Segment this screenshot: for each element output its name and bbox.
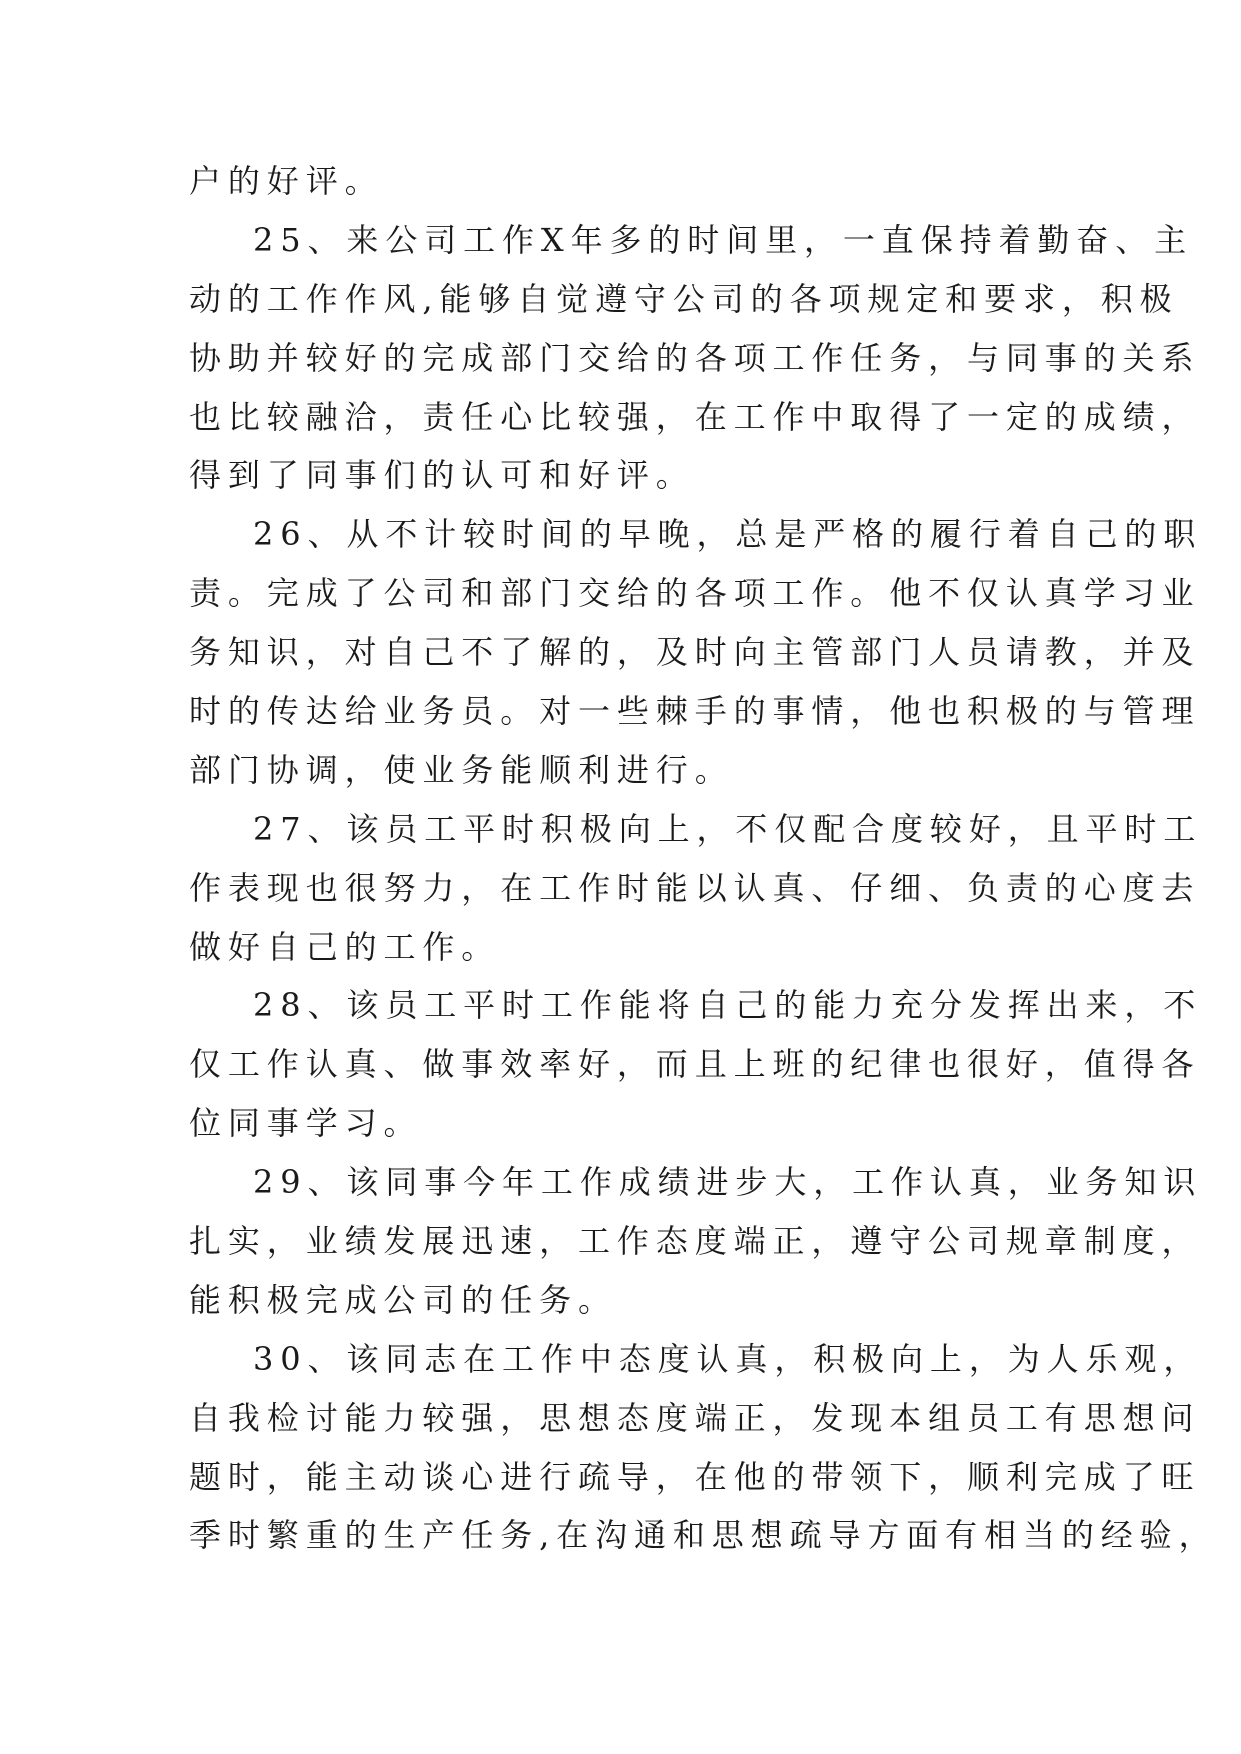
text-line: 30、该同志在工作中态度认真，积极向上，为人乐观， <box>253 1339 1203 1378</box>
text-line: 29、该同事今年工作成绩进步大，工作认真，业务知识 <box>253 1163 1203 1202</box>
text-line: 扎实，业绩发展迅速，工作态度端正，遵守公司规章制度， <box>189 1222 1201 1261</box>
text-line: 26、从不计较时间的早晚，总是严格的履行着自己的职 <box>253 515 1203 554</box>
text-line: 时的传达给业务员。对一些棘手的事情，他也积极的与管理 <box>189 692 1201 731</box>
text-line: 部门协调，使业务能顺利进行。 <box>189 750 734 789</box>
text-line: 仅工作认真、做事效率好，而且上班的纪律也很好，值得各 <box>189 1045 1201 1084</box>
text-line: 季时繁重的生产任务,在沟通和思想疏导方面有相当的经验， <box>189 1516 1218 1555</box>
paragraph-29 <box>189 1153 1203 1330</box>
document-body <box>189 152 1218 1565</box>
text-line: 责。完成了公司和部门交给的各项工作。他不仅认真学习业 <box>189 574 1201 613</box>
text-line: 做好自己的工作。 <box>189 927 501 966</box>
paragraph-27 <box>189 800 1203 977</box>
text-line: 也比较融洽，责任心比较强，在工作中取得了一定的成绩， <box>189 397 1201 436</box>
text-line: 位同事学习。 <box>189 1104 423 1143</box>
text-line: 28、该员工平时工作能将自己的能力充分发挥出来，不 <box>253 986 1203 1025</box>
text-line: 能积极完成公司的任务。 <box>189 1280 617 1319</box>
paragraph-25 <box>189 211 1201 505</box>
paragraph-28 <box>189 976 1203 1153</box>
text-line: 作表现也很努力，在工作时能以认真、仔细、负责的心度去 <box>189 868 1201 907</box>
text-line: 27、该员工平时积极向上，不仅配合度较好，且平时工 <box>253 809 1203 848</box>
text-line: 得到了同事们的认可和好评。 <box>189 456 695 495</box>
text-line: 自我检讨能力较强，思想态度端正，发现本组员工有思想问 <box>189 1398 1201 1437</box>
text-line: 25、来公司工作X年多的时间里，一直保持着勤奋、主 <box>253 220 1194 259</box>
text-line: 动的工作作风,能够自觉遵守公司的各项规定和要求，积极 <box>189 279 1179 318</box>
text-line: 户的好评。 <box>189 162 384 200</box>
paragraph-30 <box>189 1330 1218 1566</box>
paragraph-26 <box>189 505 1203 799</box>
text-line: 协助并较好的完成部门交给的各项工作任务，与同事的关系 <box>189 338 1201 377</box>
text-line: 务知识，对自己不了解的，及时向主管部门人员请教，并及 <box>189 633 1201 672</box>
text-line: 题时，能主动谈心进行疏导，在他的带领下，顺利完成了旺 <box>189 1457 1201 1496</box>
paragraph-24-continuation <box>189 152 1059 211</box>
